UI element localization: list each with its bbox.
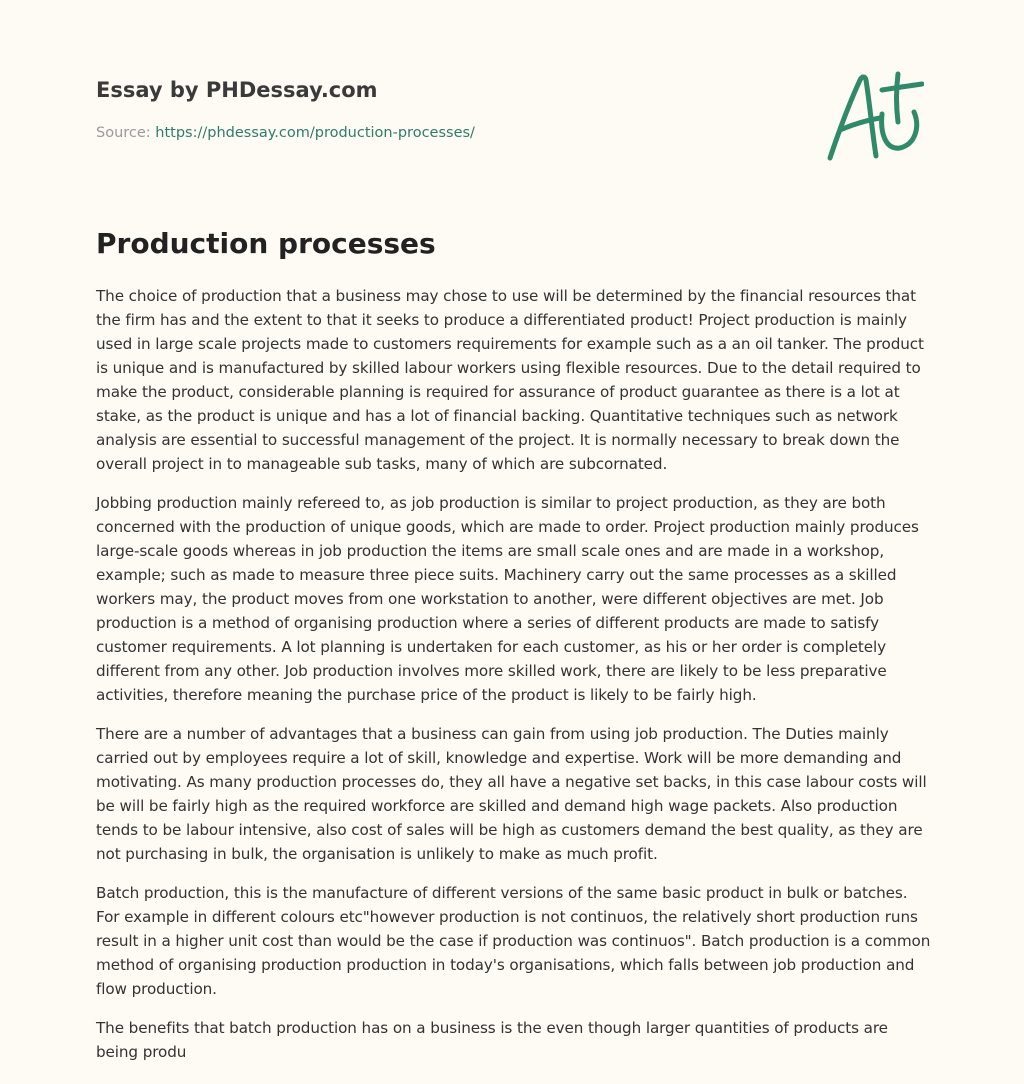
- a-plus-logo-icon: [824, 68, 924, 164]
- paragraph: Batch production, this is the manufacture of different versions of the same basic product in bulk or batches. For example in different colours etc"however production is not continuos, the relatively short production runs result in a higher unit cost than would be the case if production was continuos". Batch production is a common method of organising production production in today's organisations, which falls between job production and flow production.: [96, 884, 931, 998]
- article-title: Production processes: [96, 227, 436, 260]
- article-body: [96, 284, 934, 1079]
- header: [96, 0, 930, 200]
- source-link[interactable]: https://phdessay.com/production-processes/: [155, 125, 475, 141]
- paragraph: The choice of production that a business may chose to use will be determined by the financial resources that the firm has and the extent to that it seeks to produce a differentiated product! Project production is mainly used in large scale projects made to customers requirements for example such as a an oil tanker. The product is unique and is manufactured by skilled labour workers using flexible resources. Due to the detail required to make the product, considerable planning is required for assurance of product guarantee as there is a lot at stake, as the product is unique and has a lot of financial backing. Quantitative techniques such as network analysis are essential to successful management of the project. It is normally necessary to break down the overall project in to manageable sub tasks, many of which are subcornated.: [96, 287, 924, 473]
- source-line: [96, 123, 475, 143]
- paragraph: Jobbing production mainly refereed to, as job production is similar to project production, as they are both concerned with the production of unique goods, which are made to order. Project production mainly produces large-scale goods whereas in job production the items are small scale ones and are made in a workshop, example; such as made to measure three piece suits. Machinery carry out the same processes as a skilled workers may, the product moves from one workstation to another, were different objectives are met. Job production is a method of organising production where a series of different products are made to satisfy customer requirements. A lot planning is undertaken for each customer, as his or her order is completely different from any other. Job production involves more skilled work, there are likely to be less preparative activities, therefore meaning the purchase price of the product is likely to be fairly high.: [96, 494, 919, 704]
- paragraph: The benefits that batch production has on a business is the even though larger quantities of products are being produ: [96, 1019, 888, 1061]
- brand-title: Essay by PHDessay.com: [96, 78, 378, 102]
- paragraph: There are a number of advantages that a business can gain from using job production. The Duties mainly carried out by employees require a lot of skill, knowledge and expertise. Work will be more demanding and motivating. As many production processes do, they all have a negative set backs, in this case labour costs will be will be fairly high as the required workforce are skilled and demand high wage packets. Also production tends to be labour intensive, also cost of sales will be high as customers demand the best quality, as they are not purchasing in bulk, the organisation is unlikely to make as much profit.: [96, 725, 927, 863]
- source-label: Source:: [96, 125, 156, 141]
- essay-page: [96, 0, 931, 1061]
